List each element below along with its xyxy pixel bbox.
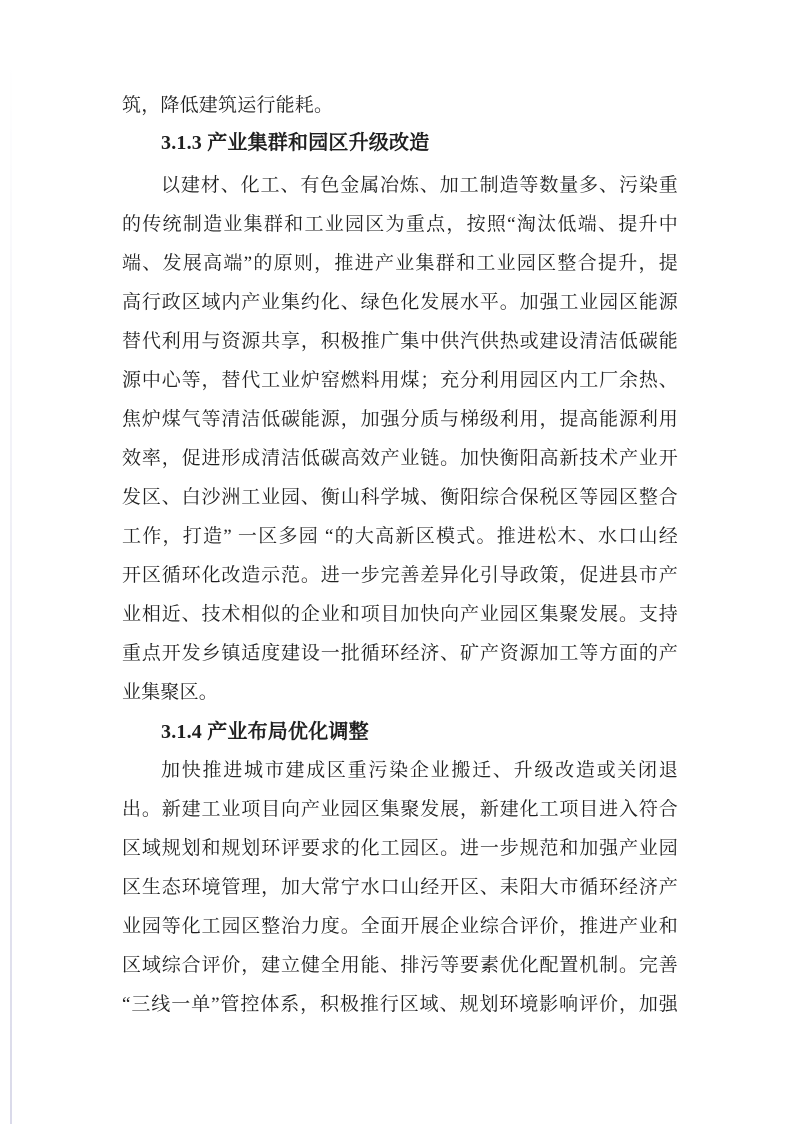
paragraph-line: 替代利用与资源共享，积极推广集中供汽供热或建设清洁低碳能 (122, 331, 678, 352)
paragraph-line: 区域规划和规划环评要求的化工园区。进一步规范和加强产业园 (122, 838, 678, 859)
paragraph-line: 工作，打造” 一区多园 “的大高新区模式。推进松木、水口山经 (122, 526, 678, 547)
section-paragraph-3-1-4 (122, 751, 678, 1024)
paragraph-line: 区生态环境管理，加大常宁水口山经开区、耒阳大市循环经济产 (122, 877, 678, 898)
paragraph-line: 效率，促进形成清洁低碳高效产业链。加快衡阳高新技术产业开 (122, 448, 678, 469)
paragraph-line: 端、发展高端”的原则，推进产业集群和工业园区整合提升，提 (122, 253, 678, 274)
scan-edge-artifact (10, 60, 12, 1124)
section-heading-3-1-4: 3.1.4 产业布局优化调整 (161, 721, 369, 743)
continuation-line: 筑，降低建筑运行能耗。 (122, 95, 334, 116)
paragraph-line: 加快推进城市建成区重污染企业搬迁、升级改造或关闭退 (161, 760, 678, 781)
paragraph-line: 区域综合评价，建立健全用能、排污等要素优化配置机制。完善 (122, 955, 678, 976)
paragraph-line: 业集聚区。 (122, 682, 219, 703)
section-heading-3-1-3: 3.1.3 产业集群和园区升级改造 (161, 132, 430, 154)
paragraph-line: 的传统制造业集群和工业园区为重点，按照“淘汰低端、提升中 (122, 214, 678, 235)
paragraph-line: “三线一单”管控体系，积极推行区域、规划环境影响评价，加强 (122, 994, 678, 1015)
paragraph-line: 出。新建工业项目向产业园区集聚发展，新建化工项目进入符合 (122, 799, 678, 820)
paragraph-line: 发区、白沙洲工业园、衡山科学城、衡阳综合保税区等园区整合 (122, 487, 678, 508)
paragraph-line: 开区循环化改造示范。进一步完善差异化引导政策，促进县市产 (122, 565, 678, 586)
paragraph-line: 高行政区域内产业集约化、绿色化发展水平。加强工业园区能源 (122, 292, 678, 313)
paragraph-line: 以建材、化工、有色金属冶炼、加工制造等数量多、污染重 (161, 175, 678, 196)
paragraph-line: 业园等化工园区整治力度。全面开展企业综合评价，推进产业和 (122, 916, 678, 937)
section-paragraph-3-1-3 (122, 166, 678, 712)
paragraph-line: 焦炉煤气等清洁低碳能源，加强分质与梯级利用，提高能源利用 (122, 409, 678, 430)
paragraph-line: 业相近、技术相似的企业和项目加快向产业园区集聚发展。支持 (122, 604, 678, 625)
paragraph-line: 源中心等，替代工业炉窑燃料用煤；充分利用园区内工厂余热、 (122, 370, 678, 391)
paragraph-line: 重点开发乡镇适度建设一批循环经济、矿产资源加工等方面的产 (122, 643, 678, 664)
